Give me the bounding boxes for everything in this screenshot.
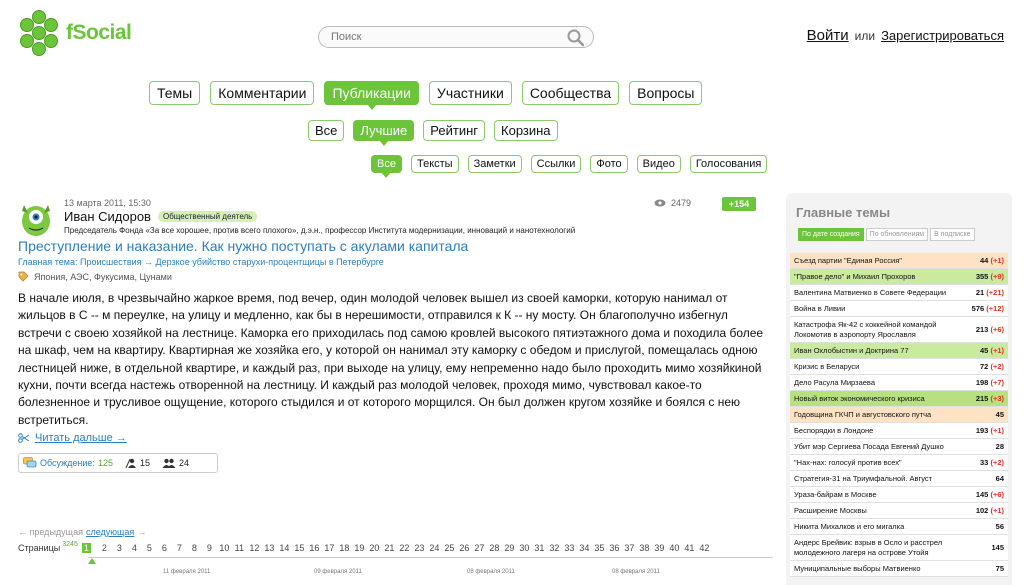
- topic-title[interactable]: Дело Расула Мирзаева: [794, 377, 875, 387]
- page-link[interactable]: 38: [639, 543, 650, 553]
- topic-count: 355: [975, 272, 989, 281]
- sidebar-tab-subscribed[interactable]: В подписке: [930, 228, 974, 241]
- topic-title[interactable]: Новый виток экономического кризиса: [794, 393, 925, 403]
- topic-count: 193: [975, 426, 989, 435]
- page-link[interactable]: 7: [176, 543, 182, 553]
- page-link[interactable]: 30: [519, 543, 530, 553]
- sidebar-tab-by-date[interactable]: По дате создания: [798, 228, 864, 241]
- discussion-bar: [18, 453, 218, 473]
- page-link[interactable]: 24: [429, 543, 440, 553]
- topic-count-wrap: [972, 304, 1004, 313]
- topic-title[interactable]: Иван Охлобыстин и Доктрина 77: [794, 345, 909, 355]
- topic-count: 44: [980, 256, 989, 265]
- main-topics-sidebar: [786, 193, 1012, 585]
- filter-photo[interactable]: Фото: [590, 155, 627, 173]
- followers-count: 24: [178, 458, 189, 468]
- topic-item[interactable]: [790, 285, 1008, 301]
- topic-delta: (+12): [986, 304, 1004, 313]
- search-icon[interactable]: [567, 29, 585, 47]
- subtab-rating[interactable]: Рейтинг: [423, 120, 485, 141]
- topic-count: 213: [975, 325, 989, 334]
- topic-count: 21: [975, 288, 985, 297]
- topic-delta: (+1): [990, 506, 1004, 515]
- search-input[interactable]: [331, 31, 561, 43]
- eye-icon: [654, 199, 666, 207]
- pagination: [18, 540, 712, 553]
- topic-count: 28: [995, 442, 1004, 451]
- tab-publications[interactable]: Публикации: [324, 81, 418, 105]
- topic-count: 215: [975, 394, 989, 403]
- page-link[interactable]: 12: [249, 543, 260, 553]
- topic-item[interactable]: [790, 487, 1008, 503]
- topic-delta: (+7): [990, 378, 1004, 387]
- topic-title[interactable]: Муниципальные выборы Матвиенко: [794, 563, 921, 573]
- rating-badge[interactable]: +154: [722, 197, 756, 211]
- views-count: 2479: [671, 198, 692, 208]
- users-icon: [162, 458, 176, 468]
- topic-count: 145: [975, 490, 989, 499]
- topic-title[interactable]: Стратегия-31 на Триумфальной. Август: [794, 473, 933, 483]
- topic-count: 64: [995, 474, 1004, 483]
- page-link[interactable]: 17: [324, 543, 335, 553]
- topic-item[interactable]: [790, 253, 1008, 269]
- topic-item[interactable]: [790, 301, 1008, 317]
- topic-item[interactable]: [790, 439, 1008, 455]
- timeline-date: 09 февраля 2011: [314, 569, 362, 575]
- topic-count: 75: [995, 564, 1004, 573]
- auth-or-label: или: [854, 29, 876, 43]
- participants-count: 15: [139, 458, 150, 468]
- page-link[interactable]: 41: [684, 543, 695, 553]
- pager-timeline: [88, 557, 773, 558]
- topic-title[interactable]: Убит мэр Сергиева Посада Евгений Душко: [794, 441, 944, 451]
- auth-links: [807, 27, 1004, 44]
- topic-delta: (+6): [990, 490, 1004, 499]
- topic-count-wrap: [996, 474, 1004, 483]
- author-description: Председатель Фонда «За все хорошее, против всего плохого», д.э.н., профессор Института модернизации, инноваций и нанотехнологий: [64, 226, 576, 235]
- participants-info[interactable]: [125, 458, 150, 469]
- topic-count-wrap: [976, 394, 1004, 403]
- page-link[interactable]: 20: [369, 543, 380, 553]
- topic-delta: (+1): [990, 346, 1004, 355]
- tab-questions[interactable]: Вопросы: [629, 81, 702, 105]
- page-link[interactable]: 5: [146, 543, 152, 553]
- tab-comments[interactable]: Комментарии: [210, 81, 314, 105]
- topic-title[interactable]: Война в Ливии: [794, 303, 846, 313]
- filter-all[interactable]: Все: [371, 155, 402, 173]
- timeline-date: 11 февраля 2011: [163, 569, 211, 575]
- page-link[interactable]: 6: [161, 543, 167, 553]
- tag-icon: [18, 271, 29, 282]
- topic-item[interactable]: [790, 455, 1008, 471]
- sub-nav: [308, 120, 558, 141]
- page-link[interactable]: 16: [309, 543, 320, 553]
- scissors-icon: [18, 433, 30, 443]
- read-more-link[interactable]: [18, 432, 127, 444]
- topic-count: 45: [995, 410, 1004, 419]
- post-title[interactable]: Преступление и наказание. Как нужно поступать с акулами капитала: [18, 238, 469, 254]
- post-tags: [18, 271, 172, 282]
- topic-count-wrap: [996, 410, 1004, 419]
- topic-item[interactable]: [790, 561, 1008, 577]
- timeline-date: 08 февраля 2011: [612, 569, 660, 575]
- page-link[interactable]: 29: [504, 543, 515, 553]
- speech-bubble-icon: [23, 457, 37, 469]
- filter-notes[interactable]: Заметки: [468, 155, 522, 173]
- tab-topics[interactable]: Темы: [149, 81, 200, 105]
- topic-count-wrap: [976, 325, 1004, 334]
- topic-delta: (+21): [986, 288, 1004, 297]
- topic-delta: (+1): [990, 426, 1004, 435]
- topic-item[interactable]: [790, 407, 1008, 423]
- topic-count-wrap: [996, 522, 1004, 531]
- tab-participants[interactable]: Участники: [429, 81, 512, 105]
- page-link[interactable]: 36: [609, 543, 620, 553]
- topic-title[interactable]: Беспорядки в Лондоне: [794, 425, 874, 435]
- topic-item[interactable]: [790, 471, 1008, 487]
- participants-icon: [125, 458, 137, 469]
- views-counter: [654, 198, 691, 208]
- page-link[interactable]: 14: [279, 543, 290, 553]
- subtab-trash[interactable]: Корзина: [494, 120, 558, 141]
- logo-mark-icon: [16, 10, 62, 56]
- topic-title[interactable]: Расширение Москвы: [794, 505, 867, 515]
- page-link[interactable]: 40: [669, 543, 680, 553]
- discussion-count: 125: [97, 458, 113, 468]
- page-link[interactable]: 15: [294, 543, 305, 553]
- page-link[interactable]: 9: [206, 543, 212, 553]
- topic-delta: (+2): [990, 362, 1004, 371]
- topic-count-wrap: [996, 442, 1004, 451]
- page-link[interactable]: 37: [624, 543, 635, 553]
- page-link[interactable]: 8: [191, 543, 197, 553]
- topic-list: [790, 253, 1008, 577]
- topic-count: 576: [971, 304, 985, 313]
- topic-count: 198: [975, 378, 989, 387]
- next-arrow[interactable]: →: [137, 527, 147, 537]
- topic-title[interactable]: Никита Михалков и его мигалка: [794, 521, 905, 531]
- filter-video[interactable]: Видео: [637, 155, 681, 173]
- topic-title[interactable]: Кризис в Беларуси: [794, 361, 860, 371]
- topic-count: 33: [980, 458, 989, 467]
- page-link[interactable]: 11: [234, 543, 245, 553]
- topic-count-wrap: [980, 458, 1004, 467]
- post-date: 13 марта 2011, 15:30: [64, 198, 151, 208]
- page-current: 1: [83, 543, 89, 553]
- topic-count-wrap: [976, 288, 1004, 297]
- discussion-label: Обсуждение:: [40, 458, 95, 468]
- topic-count-wrap: [980, 362, 1004, 371]
- topic-item[interactable]: [790, 359, 1008, 375]
- topic-count-wrap: [991, 543, 1004, 552]
- page-link[interactable]: 13: [264, 543, 275, 553]
- subtab-best[interactable]: Лучшие: [353, 120, 414, 141]
- topic-item[interactable]: [790, 317, 1008, 343]
- role-badge: Общественный деятель: [158, 211, 257, 222]
- topic-title[interactable]: Съезд партии "Единая Россия": [794, 255, 902, 265]
- topic-title[interactable]: Андерс Брейвик: взрыв в Осло и расстрел молодежного лагеря на острове Утойя: [794, 537, 943, 557]
- topic-count: 72: [980, 362, 989, 371]
- register-link[interactable]: Зарегистрироваться: [881, 28, 1004, 43]
- sidebar-tabs: [798, 228, 975, 241]
- topic-count: 145: [991, 543, 1004, 552]
- page-link[interactable]: 23: [414, 543, 425, 553]
- page-link[interactable]: 35: [594, 543, 605, 553]
- sidebar-tab-by-updates[interactable]: По обновлениям: [866, 228, 928, 241]
- page-link[interactable]: 26: [459, 543, 470, 553]
- author-name[interactable]: Иван Сидоров: [64, 209, 151, 224]
- topic-delta: (+3): [990, 394, 1004, 403]
- topic-item[interactable]: [790, 391, 1008, 407]
- page-link[interactable]: 3: [116, 543, 122, 553]
- read-more-label[interactable]: Читать дальше →: [35, 432, 127, 444]
- avatar[interactable]: [18, 197, 54, 237]
- sidebar-title: Главные темы: [796, 205, 891, 220]
- type-filter: [371, 155, 767, 173]
- topic-item[interactable]: [790, 375, 1008, 391]
- topic-count: 102: [975, 506, 989, 515]
- topic-item[interactable]: [790, 535, 1008, 561]
- pages-total: 3245: [62, 540, 78, 548]
- page-link[interactable]: 22: [399, 543, 410, 553]
- topic-item[interactable]: [790, 503, 1008, 519]
- topic-count-wrap: [976, 490, 1004, 499]
- logo-text: fSocial: [66, 21, 132, 44]
- followers-info[interactable]: [162, 458, 189, 468]
- topic-count-wrap: [976, 378, 1004, 387]
- tags-list[interactable]: Япония, АЭС, Фукусима, Цунами: [34, 271, 172, 282]
- page-link[interactable]: 19: [354, 543, 365, 553]
- topic-delta: (+1): [990, 256, 1004, 265]
- page-list: [82, 543, 712, 553]
- login-link[interactable]: Войти: [806, 27, 849, 44]
- main-nav: [149, 81, 702, 105]
- tab-communities[interactable]: Сообщества: [522, 81, 619, 105]
- page-link[interactable]: 32: [549, 543, 560, 553]
- subtab-all[interactable]: Все: [308, 120, 344, 141]
- page-link[interactable]: 18: [339, 543, 350, 553]
- topic-item[interactable]: [790, 269, 1008, 285]
- topic-count: 56: [995, 522, 1004, 531]
- filter-polls[interactable]: Голосования: [690, 155, 768, 173]
- topic-title[interactable]: Валентина Матвиенко в Совете Федерации: [794, 287, 947, 297]
- topic-delta: (+9): [990, 272, 1004, 281]
- next-page-link[interactable]: следующая: [85, 527, 135, 537]
- topic-count-wrap: [976, 506, 1004, 515]
- topic-item[interactable]: [790, 519, 1008, 535]
- post-body: В начале июля, в чрезвычайно жаркое время, под вечер, один молодой человек вышел из своей каморки, которую нанимал от жильцов в С -- м переулке, на улицу и медленно, как бы в нерешимости, отправился к К -- ну мосту. Он благополучно избегнул встречи с своею хозяйкой на лестнице. Каморка его приходилась под самою кровлей высокого пятиэтажного дома и походила более на шкаф, чем на квартиру. Квартирная же хозяйка его, у которой он нанимал эту каморку с обедом и прислугой, помещалась одною лестницей ниже, в отдельной квартире, и каждый раз, при выходе на улицу, ему непременно надо было проходить мимо хозяйкиной кухни, почти всегда настежь отворенной на лестницу. И каждый раз молодой человек, проходя мимо, чувствовал какое-то болезненное и трусливое ощущение, которого стыдился и от которого морщился. Он был должен кругом хозяйке и боялся с нею встретиться.: [18, 291, 764, 427]
- topic-delta: (+6): [990, 325, 1004, 334]
- topic-item[interactable]: [790, 423, 1008, 439]
- topic-count-wrap: [976, 272, 1004, 281]
- topic-title[interactable]: Ураза-байрам в Москве: [794, 489, 877, 499]
- topic-title[interactable]: "Нах-нах: голосуй против всех": [794, 457, 902, 467]
- filter-links[interactable]: Ссылки: [531, 155, 582, 173]
- search-box: [318, 26, 594, 48]
- topic-count-wrap: [980, 346, 1004, 355]
- pager-position-marker[interactable]: [88, 558, 96, 564]
- page-link[interactable]: 39: [654, 543, 665, 553]
- prev-page-link: ← предыдущая: [18, 527, 83, 537]
- topic-item[interactable]: [790, 343, 1008, 359]
- filter-texts[interactable]: Тексты: [411, 155, 459, 173]
- topic-count-wrap: [980, 256, 1004, 265]
- page-link[interactable]: 25: [444, 543, 455, 553]
- page-link[interactable]: 34: [579, 543, 590, 553]
- post-main-theme[interactable]: Главная тема: Происшествия → Дерзкое убийство старухи-процентщицы в Петербурге: [18, 257, 384, 267]
- timeline-date: 08 февраля 2011: [467, 569, 515, 575]
- page-link[interactable]: 33: [564, 543, 575, 553]
- prev-next-nav: [18, 527, 146, 537]
- topic-title[interactable]: Годовщина ГКЧП и августовского путча: [794, 409, 932, 419]
- page-link[interactable]: 31: [534, 543, 545, 553]
- page-link[interactable]: 2: [101, 543, 107, 553]
- topic-count: 45: [980, 346, 989, 355]
- page-link[interactable]: 21: [384, 543, 395, 553]
- logo[interactable]: [16, 10, 131, 56]
- discussion-link[interactable]: [23, 457, 113, 469]
- topic-title[interactable]: "Правое дело" и Михаил Прохоров: [794, 271, 916, 281]
- page-link[interactable]: 4: [131, 543, 137, 553]
- topic-count-wrap: [976, 426, 1004, 435]
- page-link[interactable]: 10: [219, 543, 230, 553]
- pages-label: Страницы: [18, 543, 61, 553]
- page-link[interactable]: 42: [699, 543, 710, 553]
- page-link[interactable]: 28: [489, 543, 500, 553]
- topic-delta: (+2): [990, 458, 1004, 467]
- page-link[interactable]: 27: [474, 543, 485, 553]
- topic-title[interactable]: Катастрофа Як-42 с хоккейной командой Локомотив в аэропорту Ярославля: [794, 319, 937, 339]
- topic-count-wrap: [996, 564, 1004, 573]
